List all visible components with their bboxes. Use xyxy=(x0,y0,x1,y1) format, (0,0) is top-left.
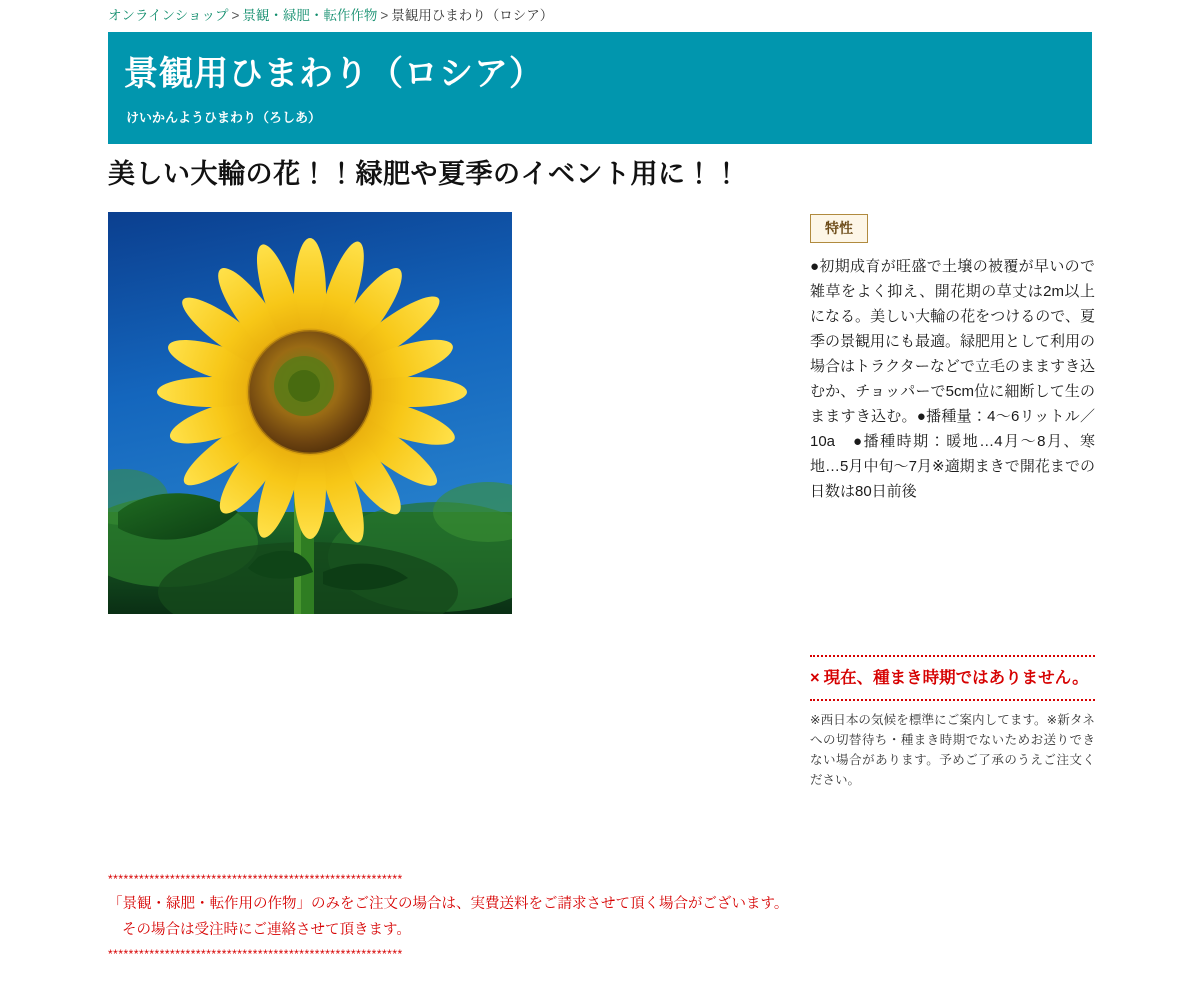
breadcrumb xyxy=(108,6,553,26)
season-notice xyxy=(810,655,1095,790)
shipping-note-line-2: その場合は受注時にご連絡させて頂きます。 xyxy=(122,922,411,938)
notice-title xyxy=(810,657,1095,699)
shipping-note xyxy=(108,872,898,962)
breadcrumb-separator-2: > xyxy=(380,8,389,23)
product-title-banner xyxy=(108,32,1092,144)
characteristics-heading: 特性 xyxy=(810,214,868,243)
close-icon: × xyxy=(810,669,820,687)
notice-note-text: ※西日本の気候を標準にご案内してます。※新タネへの切替待ち・種まき時期でないためお送りできない場合があります。予めご了承のうえご注文ください。 xyxy=(810,713,1095,787)
shipping-note-divider-top: ********************************************************* xyxy=(108,872,403,886)
characteristics-section xyxy=(810,214,1095,504)
breadcrumb-item-current: 景観用ひまわり（ロシア） xyxy=(391,8,554,23)
breadcrumb-separator-1: > xyxy=(231,8,240,23)
breadcrumb-item-shop[interactable]: オンラインショップ xyxy=(108,8,229,23)
notice-title-text: 現在、種まき時期ではありません。 xyxy=(823,669,1089,687)
product-photo xyxy=(108,212,512,614)
characteristics-text: ●初期成育が旺盛で土壌の被覆が早いので雑草をよく抑え、開花期の草丈は2m以上になる。美しい大輪の花をつけるので、夏季の景観用にも最適。緑肥用として利用の場合はトラクターなどで立毛のまますき込むか、チョッパーで5cm位に細断して生のまますき込む。●播種量：4〜6リットル／10a ●播種時期：暖地…4月〜8月、寒地…5月中旬〜7月※適期まきで開花までの日数は80日前後 xyxy=(810,258,1096,500)
page-title-reading: けいかんようひまわり（ろしあ） xyxy=(126,110,322,125)
shipping-note-line-1: 「景観・緑肥・転作用の作物」のみをご注文の場合は、実費送料をご請求させて頂く場合がございます。 xyxy=(108,896,789,912)
page-title: 景観用ひまわり（ロシア） xyxy=(124,55,544,93)
catch-copy: 美しい大輪の花！！緑肥や夏季のイベント用に！！ xyxy=(108,159,741,189)
breadcrumb-item-category[interactable]: 景観・緑肥・転作作物 xyxy=(242,8,378,23)
notice-divider-bottom xyxy=(810,699,1095,701)
shipping-note-divider-bottom: ********************************************************* xyxy=(108,947,403,961)
